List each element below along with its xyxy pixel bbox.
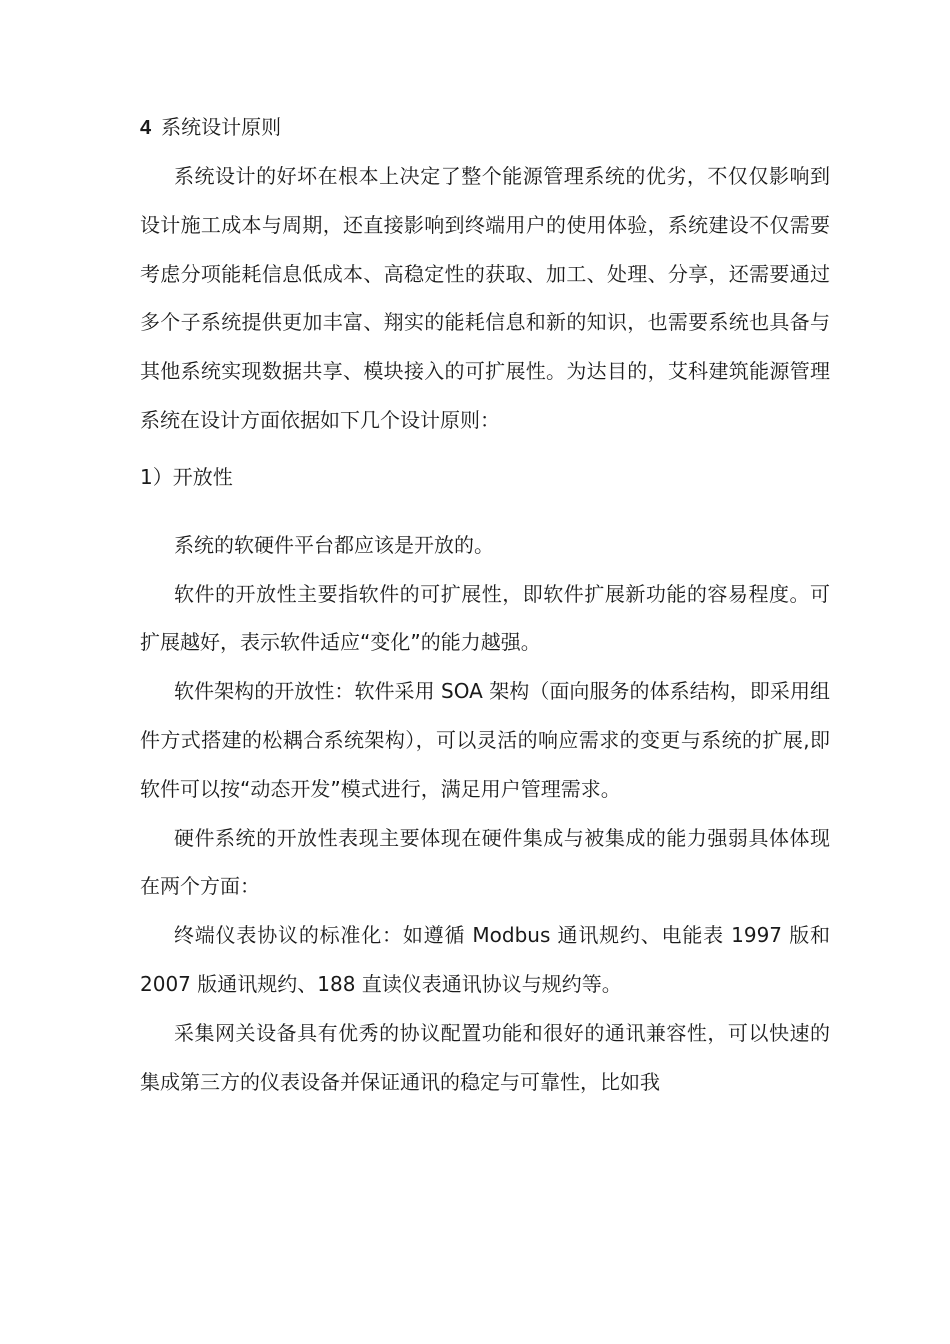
body-paragraph-3: 软件架构的开放性：软件采用 SOA 架构（面向服务的体系结构，即采用组件方式搭建的松耦合系统架构），可以灵活的响应需求的变更与系统的扩展,即软件可以按“动态开发”模式进行，满足用户管理需求。 — [140, 679, 830, 801]
intro-paragraph: 系统设计的好坏在根本上决定了整个能源管理系统的优劣，不仅仅影响到设计施工成本与周期，还直接影响到终端用户的使用体验，系统建设不仅需要考虑分项能耗信息低成本、高稳定性的获取、加工、处理、分享，还需要通过多个子系统提供更加丰富、翔实的能耗信息和新的知识，也需要系统也具备与其他系统实现数据共享、模块接入的可扩展性。为达目的，艾科建筑能源管理系统在设计方面依据如下几个设计原则： — [140, 164, 830, 432]
body-paragraph-6: 采集网关设备具有优秀的协议配置功能和很好的通讯兼容性，可以快速的集成第三方的仪表设备并保证通讯的稳定与可靠性，比如我 — [140, 1020, 830, 1094]
section-heading — [140, 103, 830, 152]
section-title: 系统设计原则 — [161, 115, 282, 139]
body-paragraph-5: 终端仪表协议的标准化：如遵循 Modbus 通讯规约、电能表 1997 版和 2007 版通讯规约、188 直读仪表通讯协议与规约等。 — [140, 923, 830, 996]
spacer — [140, 501, 830, 521]
section-number: 4 — [140, 117, 152, 139]
body-paragraph-4: 硬件系统的开放性表现主要体现在硬件集成与被集成的能力强弱具体体现在两个方面： — [140, 825, 830, 899]
body-paragraph-2: 软件的开放性主要指软件的可扩展性，即软件扩展新功能的容易程度。可扩展越好，表示软件适应“变化”的能力越强。 — [140, 581, 830, 655]
subsection-heading: 1）开放性 — [140, 464, 233, 489]
document-body — [140, 103, 830, 1106]
spacer — [140, 445, 830, 453]
body-paragraph-1: 系统的软硬件平台都应该是开放的。 — [174, 532, 494, 557]
